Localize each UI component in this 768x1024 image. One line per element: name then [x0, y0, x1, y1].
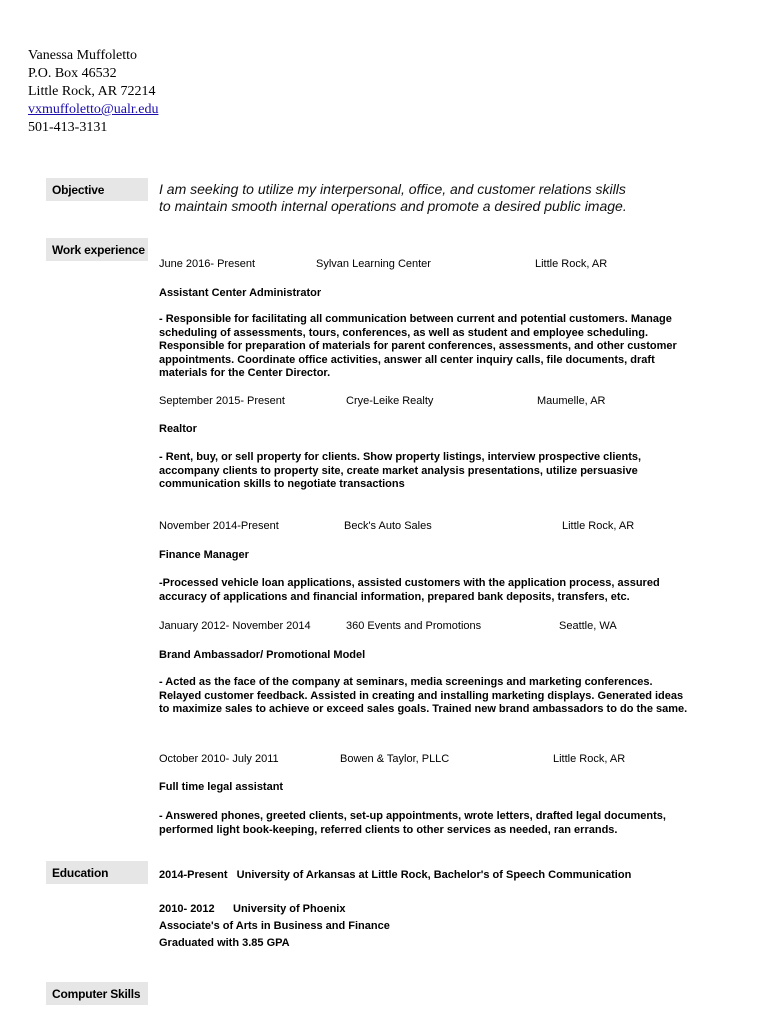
job-title: Realtor: [159, 423, 197, 435]
objective-text: I am seeking to utilize my interpersonal, office, and customer relations skills to maintain smooth internal operations and promote a desired public image.: [159, 181, 627, 214]
job-company: Beck's Auto Sales: [344, 520, 432, 532]
phone-number: 501-413-3131: [28, 120, 108, 135]
job-location: Little Rock, AR: [553, 753, 626, 765]
job-company: 360 Events and Promotions: [346, 620, 482, 632]
contact-block: [28, 47, 158, 137]
education-entry-ualr: 2014-Present University of Arkansas at Little Rock, Bachelor's of Speech Communication: [159, 869, 632, 881]
address-line-2: Little Rock, AR 72214: [28, 84, 156, 99]
education-degree: Associate's of Arts in Business and Finance: [159, 920, 390, 932]
job-location: Little Rock, AR: [535, 258, 608, 270]
job-location: Maumelle, AR: [537, 395, 606, 407]
job-dates: September 2015- Present: [159, 395, 285, 407]
job-description: - Responsible for facilitating all communication between current and potential customers. Manage scheduling of assessments, tours, conferences, as well as student and employee scheduling. Responsible for preparation of materials for parent conferences, assessments, and other customer appointments. Coordinate office activities, answer all center inquiry calls, file documents, draft materials for the Center Director.: [159, 313, 677, 379]
section-label-computer-skills: [46, 982, 148, 1005]
job-title: Finance Manager: [159, 549, 249, 561]
section-label-education: [46, 861, 148, 884]
job-title: Brand Ambassador/ Promotional Model: [159, 649, 366, 661]
job-company: Sylvan Learning Center: [316, 258, 431, 270]
job-location: Little Rock, AR: [562, 520, 635, 532]
job-description: -Processed vehicle loan applications, assisted customers with the application process, assured accuracy of applications and financial information, prepared bank deposits, transfers, etc.: [159, 577, 660, 603]
email-link[interactable]: vxmuffoletto@ualr.edu: [28, 102, 159, 117]
job-company: Crye-Leike Realty: [346, 395, 434, 407]
section-label-text: Education: [52, 866, 109, 880]
job-location: Seattle, WA: [559, 620, 617, 632]
job-title: Assistant Center Administrator: [159, 287, 322, 299]
job-dates: June 2016- Present: [159, 258, 256, 270]
job-title: Full time legal assistant: [159, 781, 284, 793]
job-company: Bowen & Taylor, PLLC: [340, 753, 450, 765]
section-label-text: Work experience: [52, 243, 145, 257]
job-dates: November 2014-Present: [159, 520, 279, 532]
address-line-1: P.O. Box 46532: [28, 66, 117, 81]
section-label-objective: [46, 178, 148, 201]
job-dates: October 2010- July 2011: [159, 753, 279, 765]
section-label-text: Objective: [52, 183, 105, 197]
job-dates: January 2012- November 2014: [159, 620, 311, 632]
section-label-text: Computer Skills: [52, 987, 141, 1001]
education-entry-phoenix: 2010- 2012 University of Phoenix: [159, 903, 346, 915]
job-description: - Acted as the face of the company at seminars, media screenings and marketing conferences. Relayed customer feedback. Assisted in creating and installing marketing displays. Generated ideas to maximize sales to achieve or exceed sales goals. Trained new brand ambassadors to do the same.: [159, 676, 688, 715]
job-description: - Answered phones, greeted clients, set-up appointments, wrote letters, drafted legal documents, performed light book-keeping, referred clients to other services as needed, ran errands.: [159, 810, 666, 836]
job-description: - Rent, buy, or sell property for clients. Show property listings, interview prospective clients, accompany clients to property site, create market analysis presentations, utilize persuasive communication skills to negotiate transactions: [159, 451, 642, 490]
education-gpa: Graduated with 3.85 GPA: [159, 937, 290, 949]
section-label-work-experience: [46, 238, 148, 261]
applicant-name: Vanessa Muffoletto: [28, 48, 137, 63]
